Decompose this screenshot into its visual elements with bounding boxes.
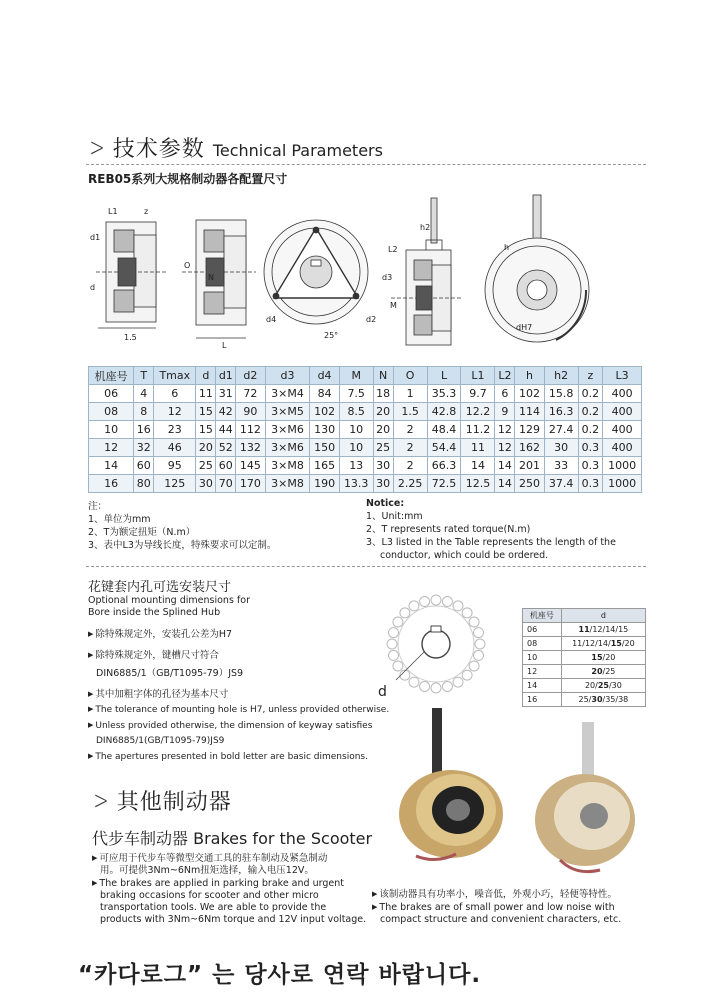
spec-cell: 1	[393, 385, 427, 403]
bore-d-norm1: 11/12/14/	[572, 639, 611, 648]
spec-header-cell: O	[393, 367, 427, 385]
spec-table-row	[89, 439, 642, 457]
bore-d-cell	[561, 665, 645, 679]
spec-cell: 14	[495, 475, 515, 493]
spec-cell: 23	[154, 421, 196, 439]
spec-cell: 1000	[603, 475, 642, 493]
spec-cell: 13.3	[339, 475, 373, 493]
spec-header-cell: M	[339, 367, 373, 385]
series-subtitle: REB05系列大规格制动器各配置尺寸	[88, 172, 288, 186]
spec-cell: 150	[310, 439, 339, 457]
spec-cell: 35.3	[427, 385, 461, 403]
bore-size-cell: 06	[523, 623, 562, 637]
spec-cell: 9	[495, 403, 515, 421]
lever-side-drawing	[391, 198, 461, 345]
spec-header-cell: d4	[310, 367, 339, 385]
spec-cell: 11.2	[461, 421, 495, 439]
bore-header-d: d	[561, 609, 645, 623]
spec-cell: 4	[134, 385, 154, 403]
gear-tooth	[400, 608, 410, 618]
label-z: z	[144, 207, 149, 216]
spec-cell: 8	[134, 403, 154, 421]
bore-table-row	[523, 665, 646, 679]
spec-header-cell: L1	[461, 367, 495, 385]
spec-header-cell: d1	[216, 367, 236, 385]
spec-cell: 132	[236, 439, 265, 457]
gear-tooth	[389, 650, 399, 660]
spec-cell: 12	[154, 403, 196, 421]
spec-cell: 2	[393, 439, 427, 457]
spec-cell: 11	[461, 439, 495, 457]
spec-cell: 32	[134, 439, 154, 457]
label-d: d	[90, 283, 96, 292]
spec-cell: 46	[154, 439, 196, 457]
spec-cell: 95	[154, 457, 196, 475]
spec-cell: 0.3	[578, 439, 603, 457]
spec-cell: 1000	[603, 457, 642, 475]
spec-cell: 12	[495, 439, 515, 457]
bore-section-title: 花键套内孔可选安装尺寸 Optional mounting dimensions for Bore inside the Splined Hub	[88, 580, 250, 618]
gear-tooth	[474, 628, 484, 638]
spec-header-cell: h2	[544, 367, 578, 385]
spec-cell: 102	[515, 385, 544, 403]
label-L1: L1	[108, 207, 118, 216]
bore-d-cell	[561, 651, 645, 665]
side-section-drawing-1	[96, 222, 166, 328]
spec-header-cell: N	[373, 367, 393, 385]
spec-cell: 165	[310, 457, 339, 475]
spec-cell: 20	[196, 439, 216, 457]
gear-tooth	[442, 597, 452, 607]
spec-cell: 12	[495, 421, 515, 439]
spec-cell: 400	[603, 421, 642, 439]
spec-cell: 3×M8	[265, 457, 310, 475]
gear-tooth	[420, 597, 430, 607]
section-title-technical: > 技术参数 Technical Parameters	[89, 133, 383, 163]
spec-cell: 130	[310, 421, 339, 439]
label-L2: L2	[388, 245, 398, 254]
spec-cell: 42.8	[427, 403, 461, 421]
spec-cell: 145	[236, 457, 265, 475]
bore-d-norm2: /25	[602, 667, 616, 676]
spec-cell: 2	[393, 457, 427, 475]
spec-cell: 15	[196, 403, 216, 421]
spec-cell: 16.3	[544, 403, 578, 421]
gear-tooth	[387, 639, 397, 649]
spec-cell: 0.3	[578, 457, 603, 475]
splined-hub-drawing	[376, 592, 496, 702]
spec-cell: 15	[196, 421, 216, 439]
spec-cell: 2	[393, 421, 427, 439]
spec-table	[88, 366, 642, 493]
notes-english: Notice: 1、Unit:mm 2、T represents rated torque(N.m) 3、L3 listed in the Table represents the length of the conductor, which could be ordered.	[366, 498, 616, 561]
scooter-description-left: ▶ 可应用于代步车等微型交通工具的驻车制动及紧急制动 用。可提供3Nm~6Nm扭矩选择，输入电压12V。 ▶ The brakes are applied in parking brake and urgent braking occasions for scooter and other micro transportation tools. We are able to provide the products with 3Nm~6Nm torque and 12V input voltage.	[92, 852, 366, 926]
spec-table-header	[89, 367, 642, 385]
label-1.5: 1.5	[124, 333, 137, 342]
spec-cell: 20	[373, 421, 393, 439]
bore-d-norm2: /30	[608, 681, 622, 690]
d-label: d	[378, 684, 387, 700]
gear-tooth	[462, 608, 472, 618]
bore-d-bold: 15	[610, 639, 622, 648]
label-O: O	[184, 261, 191, 270]
spec-cell: 84	[310, 385, 339, 403]
spec-cell: 7.5	[339, 385, 373, 403]
spec-header-cell: d	[196, 367, 216, 385]
scooter-subtitle: 代步车制动器 Brakes for the Scooter	[92, 829, 373, 848]
spec-cell: 54.4	[427, 439, 461, 457]
bore-d-bold: 20	[591, 667, 603, 676]
spec-cell: 27.4	[544, 421, 578, 439]
spec-cell: 30	[196, 475, 216, 493]
gear-tooth	[420, 682, 430, 692]
spec-cell: 60	[216, 457, 236, 475]
spec-cell: 48.4	[427, 421, 461, 439]
spec-cell: 114	[515, 403, 544, 421]
spec-cell: 80	[134, 475, 154, 493]
gear-tooth	[389, 628, 399, 638]
bore-d-bold: 25	[597, 681, 609, 690]
spec-cell: 20	[373, 403, 393, 421]
brake-photo-1	[396, 706, 506, 866]
spec-cell: 170	[236, 475, 265, 493]
technical-drawings	[86, 190, 616, 355]
spec-cell: 400	[603, 385, 642, 403]
spec-cell: 16	[89, 475, 134, 493]
bore-d-bold: 15	[591, 653, 603, 662]
gear-tooth	[409, 677, 419, 687]
spec-cell: 129	[515, 421, 544, 439]
spec-cell: 102	[310, 403, 339, 421]
bore-table-row	[523, 623, 646, 637]
bore-d-cell	[561, 693, 645, 707]
spec-table-row	[89, 403, 642, 421]
bore-d-norm2: /20	[602, 653, 616, 662]
bore-table-row	[523, 637, 646, 651]
spec-cell: 14	[461, 457, 495, 475]
bore-size-cell: 12	[523, 665, 562, 679]
gear-tooth	[409, 601, 419, 611]
spec-cell: 90	[236, 403, 265, 421]
spec-cell: 250	[515, 475, 544, 493]
gear-tooth	[474, 650, 484, 660]
label-d1: d1	[90, 233, 101, 242]
spec-cell: 16	[134, 421, 154, 439]
spec-header-cell: 机座号	[89, 367, 134, 385]
bore-en-notes: ▶ The tolerance of mounting hole is H7, unless provided otherwise. ▶ Unless provided otherwise, the dimension of keyway satisfies DIN6885/1(GB/T1095-79)JS9 ▶ The apertures presented in bold letter are basic dimensions.	[88, 702, 389, 765]
bore-size-cell: 14	[523, 679, 562, 693]
spec-cell: 0.2	[578, 421, 603, 439]
chevron-icon-2: >	[93, 786, 110, 816]
spec-cell: 15.8	[544, 385, 578, 403]
spec-cell: 66.3	[427, 457, 461, 475]
gear-tooth	[453, 677, 463, 687]
bore-d-norm2: /12/14/15	[589, 625, 629, 634]
divider	[86, 164, 646, 165]
bore-header-size: 机座号	[523, 609, 562, 623]
label-L: L	[222, 341, 227, 350]
spec-cell: 1.5	[393, 403, 427, 421]
notes-chinese: 注： 1、单位为mm 2、T为额定扭矩（N.m） 3、表中L3为导线长度，特殊要求可以定制。	[88, 501, 277, 551]
spec-cell: 12.2	[461, 403, 495, 421]
spec-cell: 8.5	[339, 403, 373, 421]
spec-cell: 112	[236, 421, 265, 439]
spec-cell: 18	[373, 385, 393, 403]
gear-tooth	[469, 617, 479, 627]
spec-cell: 10	[339, 421, 373, 439]
gear-tooth	[431, 683, 441, 693]
gear-tooth	[469, 661, 479, 671]
label-N: N	[208, 273, 214, 282]
label-25deg: 25°	[324, 331, 339, 340]
label-d2: d2	[366, 315, 377, 324]
spec-cell: 72	[236, 385, 265, 403]
spec-cell: 162	[515, 439, 544, 457]
spec-cell: 30	[373, 457, 393, 475]
gear-tooth	[393, 661, 403, 671]
scooter-description-right: ▶ 该制动器具有功率小，噪音低，外观小巧，轻便等特性。 ▶ The brakes are of small power and low noise with compact structure and convenient characters, etc.	[372, 888, 621, 926]
spec-cell: 400	[603, 439, 642, 457]
bore-d-bold: 30	[591, 695, 603, 704]
spec-cell: 42	[216, 403, 236, 421]
spec-cell: 3×M8	[265, 475, 310, 493]
spec-cell: 11	[196, 385, 216, 403]
spec-cell: 31	[216, 385, 236, 403]
spec-header-cell: Tmax	[154, 367, 196, 385]
spec-cell: 44	[216, 421, 236, 439]
gear-tooth	[431, 595, 441, 605]
front-view-drawing	[264, 220, 368, 324]
spec-cell: 72.5	[427, 475, 461, 493]
spec-table-row	[89, 385, 642, 403]
spec-cell: 9.7	[461, 385, 495, 403]
spec-cell: 10	[89, 421, 134, 439]
bore-size-cell: 10	[523, 651, 562, 665]
spec-cell: 0.3	[578, 475, 603, 493]
label-dH7: dH7	[516, 323, 533, 332]
spec-cell: 125	[154, 475, 196, 493]
bore-table-row	[523, 679, 646, 693]
label-h2: h2	[420, 223, 431, 232]
spec-cell: 14	[89, 457, 134, 475]
bore-d-cell	[561, 623, 645, 637]
spec-cell: 0.2	[578, 385, 603, 403]
bore-table-row	[523, 651, 646, 665]
label-h: h	[504, 243, 510, 252]
spec-table-row	[89, 457, 642, 475]
gear-tooth	[453, 601, 463, 611]
spec-cell: 201	[515, 457, 544, 475]
bore-d-norm1: 20/	[584, 681, 598, 690]
bore-cn-notes: ▶ 除特殊规定外，安装孔公差为H7 ▶ 除特殊规定外，键槽尺寸符合 DIN6885/1（GB/T1095-79）JS9 ▶ 其中加粗字体的孔径为基本尺寸	[88, 626, 243, 703]
spec-cell: 3×M4	[265, 385, 310, 403]
spec-header-cell: L	[427, 367, 461, 385]
footer-korean-contact: “카다로그” 는 당사로 연락 바랍니다.	[78, 962, 482, 988]
spec-cell: 25	[373, 439, 393, 457]
spec-cell: 06	[89, 385, 134, 403]
bore-d-bold: 11	[578, 625, 590, 634]
brake-photo-2	[530, 720, 640, 880]
spec-header-cell: h	[515, 367, 544, 385]
spec-table-row	[89, 421, 642, 439]
spec-cell: 0.2	[578, 403, 603, 421]
bore-table-row	[523, 693, 646, 707]
bore-table	[522, 608, 646, 707]
spec-cell: 12	[89, 439, 134, 457]
gear-tooth	[462, 670, 472, 680]
spec-cell: 12.5	[461, 475, 495, 493]
spec-cell: 6	[495, 385, 515, 403]
bore-d-norm2: /35/38	[602, 695, 629, 704]
label-M: M	[390, 301, 397, 310]
spec-header-cell: L3	[603, 367, 642, 385]
chevron-icon: >	[89, 133, 106, 163]
spec-cell: 6	[154, 385, 196, 403]
spec-header-cell: z	[578, 367, 603, 385]
bore-size-cell: 16	[523, 693, 562, 707]
spec-cell: 37.4	[544, 475, 578, 493]
spec-cell: 14	[495, 457, 515, 475]
gear-tooth	[442, 682, 452, 692]
spec-cell: 70	[216, 475, 236, 493]
spec-cell: 400	[603, 403, 642, 421]
label-d3: d3	[382, 273, 393, 282]
spec-cell: 30	[373, 475, 393, 493]
spec-cell: 190	[310, 475, 339, 493]
side-section-drawing-2	[182, 220, 256, 338]
spec-cell: 08	[89, 403, 134, 421]
spec-cell: 13	[339, 457, 373, 475]
lever-front-drawing	[485, 195, 589, 342]
label-d4: d4	[266, 315, 277, 324]
spec-header-cell: L2	[495, 367, 515, 385]
spec-table-row	[89, 475, 642, 493]
spec-header-cell: d2	[236, 367, 265, 385]
spec-cell: 30	[544, 439, 578, 457]
gear-tooth	[475, 639, 485, 649]
spec-header-cell: d3	[265, 367, 310, 385]
spec-cell: 3×M6	[265, 421, 310, 439]
bore-d-cell	[561, 679, 645, 693]
bore-d-cell	[561, 637, 645, 651]
spec-cell: 3×M6	[265, 439, 310, 457]
spec-cell: 60	[134, 457, 154, 475]
spec-cell: 2.25	[393, 475, 427, 493]
spec-cell: 33	[544, 457, 578, 475]
spec-cell: 3×M5	[265, 403, 310, 421]
spec-header-cell: T	[134, 367, 154, 385]
divider-2	[86, 566, 646, 567]
bore-d-norm2: /20	[621, 639, 635, 648]
spec-cell: 52	[216, 439, 236, 457]
bore-size-cell: 08	[523, 637, 562, 651]
spec-cell: 10	[339, 439, 373, 457]
bore-d-norm1: 25/	[578, 695, 592, 704]
spec-cell: 25	[196, 457, 216, 475]
gear-tooth	[393, 617, 403, 627]
section-title-other: > 其他制动器	[93, 786, 232, 816]
